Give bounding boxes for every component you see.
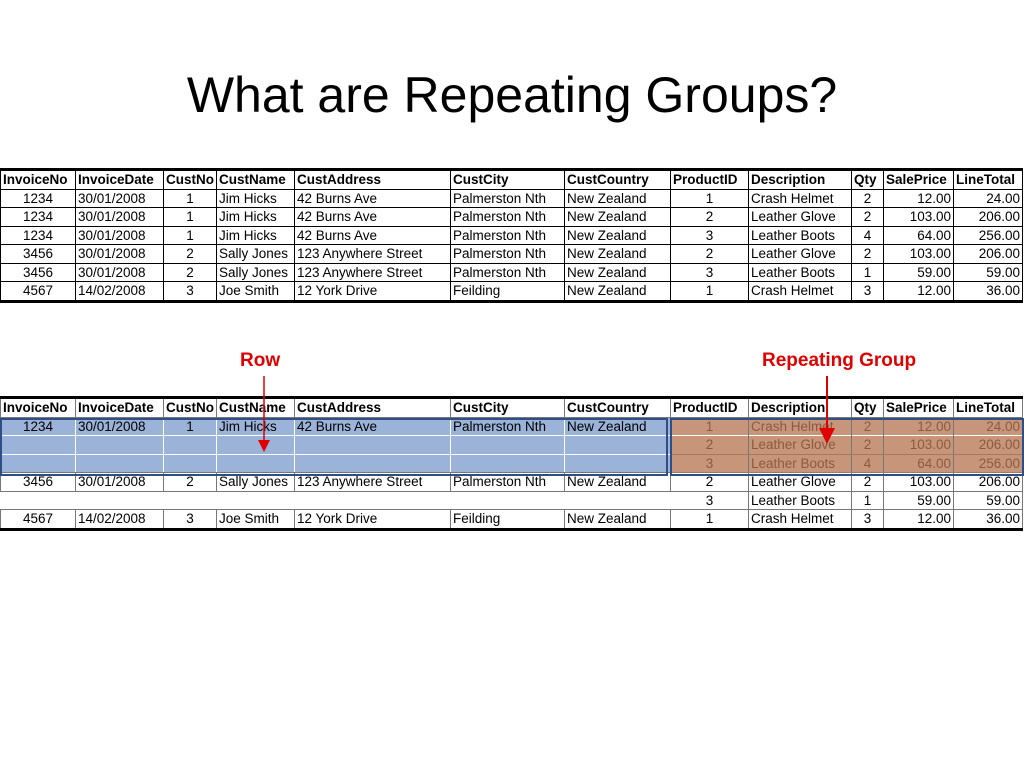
table-cell: 3456 [1,263,76,282]
table-cell: New Zealand [565,473,671,492]
table-cell: 1 [671,189,749,208]
col-header: LineTotal [954,398,1023,418]
table-cell: Feilding [451,510,565,530]
table-cell: Palmerston Nth [451,189,565,208]
table-cell: 59.00 [884,491,954,510]
table-cell: 103.00 [884,436,954,455]
col-header: CustNo [164,398,217,418]
table-row [1,436,1023,455]
table-cell: 12.00 [884,417,954,436]
table-cell: Sally Jones [217,473,295,492]
repeating-group-label: Repeating Group [762,350,917,371]
table-cell: 2 [164,473,217,492]
table-cell: 2 [671,473,749,492]
table-cell: 3456 [1,473,76,492]
table-cell: 2 [852,473,884,492]
table-cell: 2 [852,417,884,436]
table-cell: Palmerston Nth [451,226,565,245]
col-header: SalePrice [884,170,954,190]
table-cell: 206.00 [954,473,1023,492]
table-cell: 59.00 [884,263,954,282]
col-header: CustNo [164,170,217,190]
col-header: CustCountry [565,398,671,418]
table-cell: Joe Smith [217,282,295,302]
table-cell [1,491,76,510]
table-cell: 206.00 [954,245,1023,264]
table-cell: 1234 [1,208,76,227]
table-cell: 123 Anywhere Street [295,245,451,264]
invoice-table-flat [0,168,1023,303]
table-row [1,473,1023,492]
table-row [1,189,1023,208]
table-cell: Crash Helmet [749,189,852,208]
table-cell [217,491,295,510]
row-label: Row [240,350,281,371]
table-cell: 3 [164,282,217,302]
table-cell: Jim Hicks [217,226,295,245]
table-cell: New Zealand [565,208,671,227]
table-cell: 2 [164,245,217,264]
table-cell [295,491,451,510]
table-cell: 256.00 [954,226,1023,245]
table-cell [565,436,671,455]
col-header: Description [749,398,852,418]
table-cell: 2 [671,245,749,264]
table-cell: Palmerston Nth [451,473,565,492]
table-cell: Sally Jones [217,245,295,264]
table-cell: 2 [852,436,884,455]
table-cell [451,491,565,510]
slide-title: What are Repeating Groups? [186,67,838,123]
table-cell: 12.00 [884,189,954,208]
table-cell: New Zealand [565,510,671,530]
table-row [1,263,1023,282]
col-header: LineTotal [954,170,1023,190]
table-cell: New Zealand [565,263,671,282]
table-row [1,510,1023,530]
table-cell: 3 [671,454,749,473]
table-cell: New Zealand [565,245,671,264]
col-header: CustName [217,170,295,190]
table-cell: 103.00 [884,473,954,492]
col-header: CustAddress [295,170,451,190]
invoice-table-grouped [0,396,1023,531]
table-cell: 256.00 [954,454,1023,473]
col-header: InvoiceDate [76,398,164,418]
table-cell: New Zealand [565,282,671,302]
table-cell: 30/01/2008 [76,263,164,282]
table-cell: 2 [852,208,884,227]
table-cell: Leather Boots [749,454,852,473]
table-cell: 30/01/2008 [76,473,164,492]
col-header: SalePrice [884,398,954,418]
table-row [1,245,1023,264]
table-cell: Jim Hicks [217,208,295,227]
table-cell: 30/01/2008 [76,208,164,227]
table-cell [565,491,671,510]
table-cell: 24.00 [954,417,1023,436]
table-cell [164,454,217,473]
table-cell: 64.00 [884,226,954,245]
table-cell: 2 [852,245,884,264]
table-cell [164,436,217,455]
table-cell: 30/01/2008 [76,226,164,245]
table-cell: 1 [164,208,217,227]
table-cell: New Zealand [565,417,671,436]
table-cell [217,436,295,455]
table-cell: 12 York Drive [295,510,451,530]
table-cell: 1 [852,263,884,282]
col-header: CustCountry [565,170,671,190]
table-cell: New Zealand [565,189,671,208]
table-cell: 1 [671,510,749,530]
table-cell: New Zealand [565,226,671,245]
col-header: Description [749,170,852,190]
table-cell: Sally Jones [217,263,295,282]
table-cell: 12 York Drive [295,282,451,302]
table-cell: 3 [671,263,749,282]
table-cell [451,454,565,473]
table-cell: 14/02/2008 [76,510,164,530]
table-cell: 206.00 [954,208,1023,227]
table-cell: 1234 [1,417,76,436]
table-cell: 3 [671,491,749,510]
table-cell: 103.00 [884,208,954,227]
table-cell: Leather Glove [749,245,852,264]
table-cell: 1 [164,189,217,208]
table-row [1,282,1023,302]
table-cell: 4567 [1,510,76,530]
table-cell: 42 Burns Ave [295,226,451,245]
table-cell: 59.00 [954,491,1023,510]
col-header: CustCity [451,398,565,418]
table-cell: 3 [852,510,884,530]
table-cell: 30/01/2008 [76,417,164,436]
table-cell: 123 Anywhere Street [295,263,451,282]
table-cell: 64.00 [884,454,954,473]
table-cell: 123 Anywhere Street [295,473,451,492]
table-cell: 2 [852,189,884,208]
table-cell [295,436,451,455]
header-row [1,170,1023,190]
table-row [1,454,1023,473]
col-header: InvoiceNo [1,398,76,418]
col-header: Qty [852,170,884,190]
table-cell: 3 [164,510,217,530]
table-cell: Leather Boots [749,491,852,510]
table-cell [295,454,451,473]
table-cell: Leather Glove [749,436,852,455]
table-cell: Joe Smith [217,510,295,530]
table-cell: 24.00 [954,189,1023,208]
table-cell: Crash Helmet [749,417,852,436]
table-cell: 2 [164,263,217,282]
table-cell: Jim Hicks [217,417,295,436]
table-cell: 36.00 [954,282,1023,302]
table-cell [1,454,76,473]
col-header: CustAddress [295,398,451,418]
table-cell: 2 [671,436,749,455]
table-cell: Leather Glove [749,208,852,227]
table-cell: 3 [852,282,884,302]
table-cell: Palmerston Nth [451,245,565,264]
col-header: ProductID [671,170,749,190]
table-row [1,226,1023,245]
table-cell: 2 [671,208,749,227]
table-cell [76,436,164,455]
table-cell: Palmerston Nth [451,208,565,227]
table-cell: 14/02/2008 [76,282,164,302]
table-cell: 30/01/2008 [76,245,164,264]
table-cell: 1 [164,226,217,245]
table-cell: Jim Hicks [217,189,295,208]
table-cell: 36.00 [954,510,1023,530]
table-cell: 103.00 [884,245,954,264]
table-cell: 12.00 [884,282,954,302]
table-cell: Leather Glove [749,473,852,492]
table-cell: 1 [852,491,884,510]
table-cell: 1 [164,417,217,436]
table-cell: Feilding [451,282,565,302]
table-cell: 206.00 [954,436,1023,455]
table-row [1,417,1023,436]
table-cell: 4 [852,454,884,473]
table-row [1,491,1023,510]
table-cell: Palmerston Nth [451,417,565,436]
table-cell [565,454,671,473]
table-cell [1,436,76,455]
table-cell: 30/01/2008 [76,189,164,208]
table-cell: 3 [671,226,749,245]
col-header: InvoiceDate [76,170,164,190]
table-cell: 4 [852,226,884,245]
header-row [1,398,1023,418]
table-cell: 3456 [1,245,76,264]
table-cell: 1234 [1,189,76,208]
table-cell [164,491,217,510]
table-cell: Palmerston Nth [451,263,565,282]
table-cell: 1 [671,282,749,302]
table-cell: Leather Boots [749,263,852,282]
table-cell: Crash Helmet [749,282,852,302]
col-header: InvoiceNo [1,170,76,190]
table-cell: 12.00 [884,510,954,530]
table-cell: 42 Burns Ave [295,189,451,208]
table-cell: 42 Burns Ave [295,417,451,436]
table-cell: 1234 [1,226,76,245]
table-cell [217,454,295,473]
table-cell: 59.00 [954,263,1023,282]
col-header: Qty [852,398,884,418]
table-cell [76,454,164,473]
table-cell: 1 [671,417,749,436]
table-cell: 42 Burns Ave [295,208,451,227]
table-cell: Crash Helmet [749,510,852,530]
col-header: ProductID [671,398,749,418]
table-cell: Leather Boots [749,226,852,245]
table-cell [76,491,164,510]
table-cell [451,436,565,455]
table-row [1,208,1023,227]
table-cell: 4567 [1,282,76,302]
col-header: CustCity [451,170,565,190]
col-header: CustName [217,398,295,418]
